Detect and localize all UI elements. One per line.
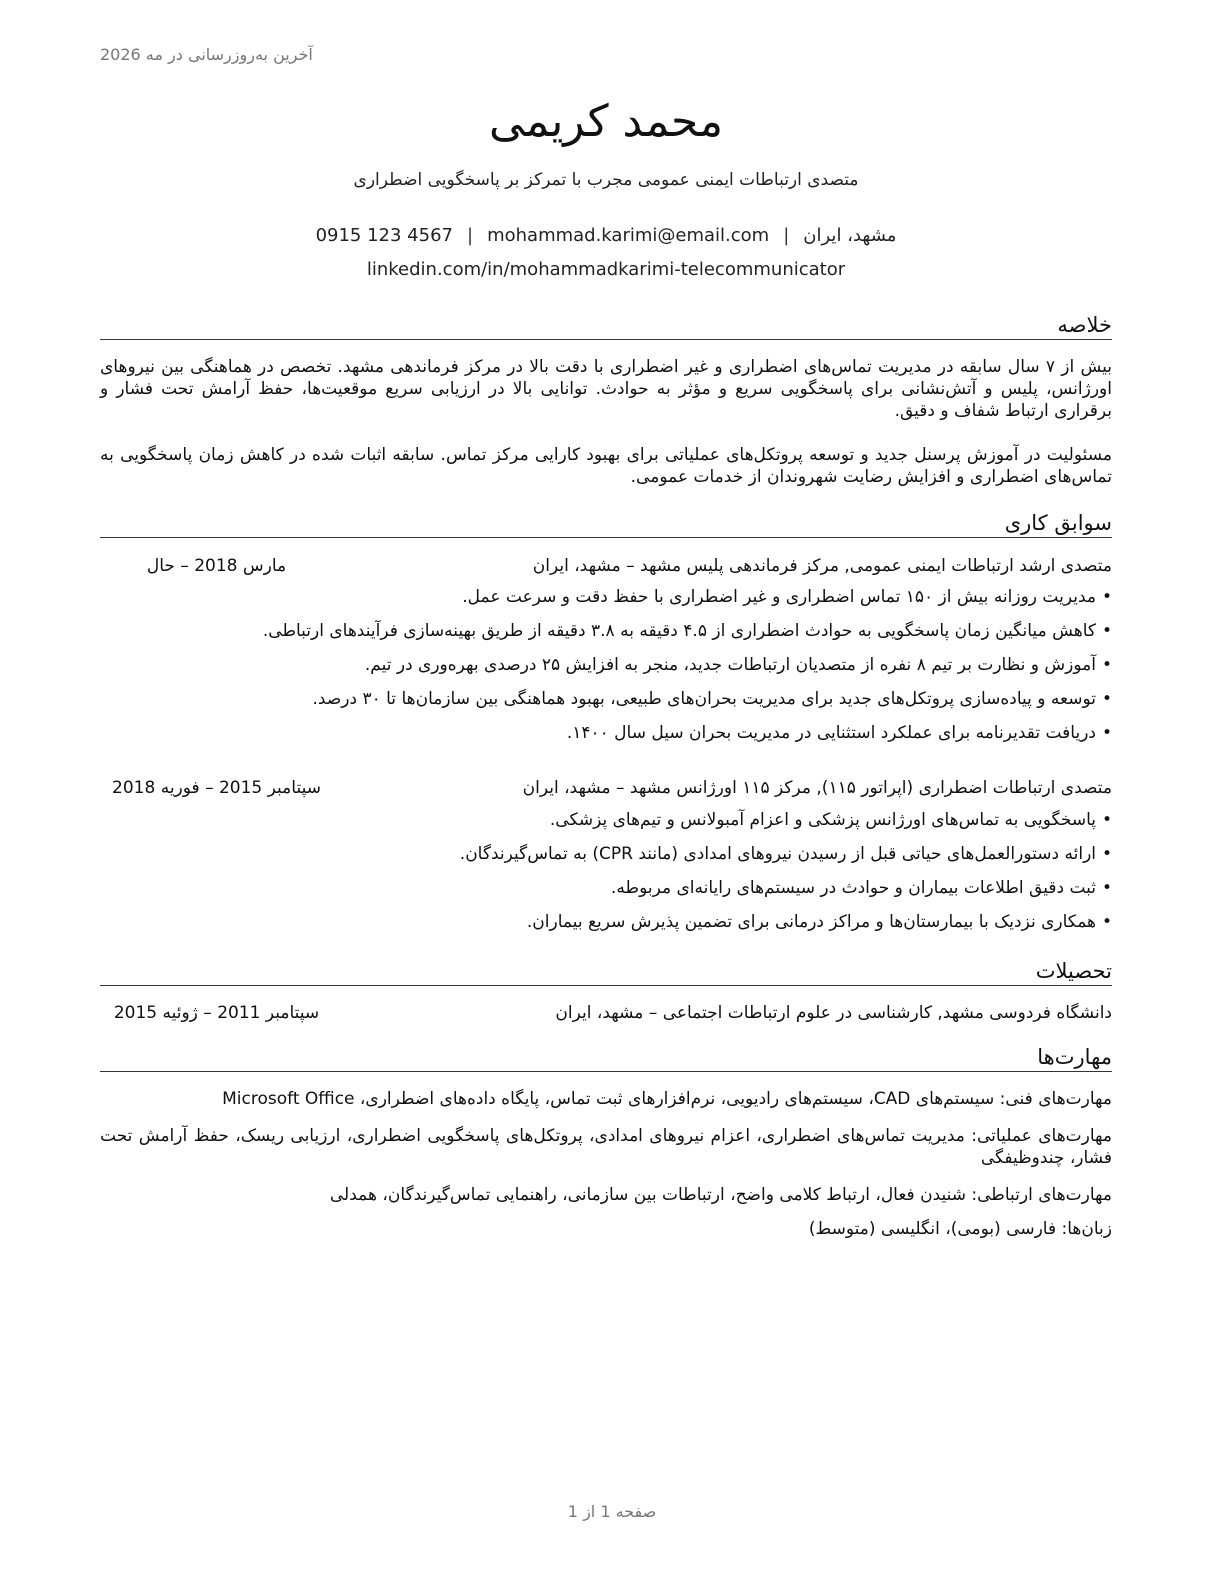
education-text: دانشگاه فردوسی مشهد, کارشناسی در علوم ارتباطات اجتماعی – مشهد، ایران [555, 1003, 1112, 1023]
job-bullet: • ارائه دستورالعمل‌های حیاتی قبل از رسیدن نیروهای امدادی (مانند CPR) به تماس‌گیرندگان. [100, 837, 1112, 871]
education-dates: سپتامبر 2011 – ژوئیه 2015 [113, 1003, 320, 1023]
job-bullets [100, 580, 1112, 750]
education-entry [100, 1000, 1112, 1026]
job-bullet: • توسعه و پیاده‌سازی پروتکل‌های جدید برای مدیریت بحران‌های طبیعی، بهبود هماهنگی بین سازمان‌ها تا ۳۰ درصد. [100, 682, 1112, 716]
skills-line: زبان‌ها: فارسی (بومی)، انگلیسی (متوسط) [808, 1219, 1112, 1239]
job-header [100, 775, 1112, 801]
job-bullet: • آموزش و نظارت بر تیم ۸ نفره از متصدیان ارتباطات جدید، منجر به افزایش ۲۵ درصدی بهره‌وری در تیم. [100, 648, 1112, 682]
job-role: متصدی ارشد ارتباطات ایمنی عمومی, مرکز فرماندهی پلیس مشهد – مشهد، ایران [532, 556, 1112, 576]
skills-line: مهارت‌های فنی: سیستم‌های CAD، سیستم‌های رادیویی، نرم‌افزارهای ثبت تماس، پایگاه داده‌های اضطراری، Microsoft Office [222, 1089, 1112, 1109]
section-title-skills: مهارت‌ها [100, 1043, 1112, 1072]
resume-page [100, 0, 1112, 1584]
summary-paragraph: بیش از ۷ سال سابقه در مدیریت تماس‌های اضطراری و غیر اضطراری با دقت بالا در مرکز فرماندهی مشهد. تخصص در هماهنگی بین نیروهای اورژانس، پلیس و آتش‌نشانی برای پاسخگویی سریع و مؤثر به حوادث. توانایی بالا در ارزیابی سریع موقعیت‌ها، حفظ آرامش تحت فشار و برقراری ارتباط شفاف و دقیق. [100, 357, 1112, 421]
contact-location: مشهد، ایران [803, 225, 897, 246]
summary-paragraph: مسئولیت در آموزش پرسنل جدید و توسعه پروتکل‌های عملیاتی برای بهبود کارایی مرکز تماس. سابقه اثبات شده در کاهش زمان پاسخگویی به تماس‌های اضطراری و افزایش رضایت شهروندان از خدمات عمومی. [100, 445, 1112, 487]
job-bullet: • همکاری نزدیک با بیمارستان‌ها و مراکز درمانی برای تضمین پذیرش سریع بیماران. [100, 905, 1112, 939]
contact-linkedin[interactable]: linkedin.com/in/mohammadkarimi-telecommunicator [366, 259, 846, 280]
job-bullet: • کاهش میانگین زمان پاسخگویی به حوادث اضطراری از ۴.۵ دقیقه به ۳.۸ دقیقه از طریق بهینه‌سازی فرآیندهای ارتباطی. [100, 614, 1112, 648]
section-title-summary: خلاصه [100, 311, 1112, 340]
job-dates: مارس 2018 – حال [146, 556, 287, 576]
job-bullet: • دریافت تقدیرنامه برای عملکرد استثنایی در مدیریت بحران سیل سال ۱۴۰۰. [100, 716, 1112, 750]
job-bullets [100, 803, 1112, 939]
candidate-name: محمد کریمی [488, 96, 724, 147]
last-updated-note: آخرین به‌روزرسانی در مه 2026 [100, 45, 313, 64]
section-title-education: تحصیلات [100, 957, 1112, 986]
job-bullet: • ثبت دقیق اطلاعات بیماران و حوادث در سیستم‌های رایانه‌ای مربوطه. [100, 871, 1112, 905]
section-title-experience: سوابق کاری [100, 509, 1112, 538]
contact-phone: 0915 123 4567 [315, 225, 453, 246]
skills-line: مهارت‌های ارتباطی: شنیدن فعال، ارتباط کلامی واضح، ارتباطات بین سازمانی، راهنمایی تماس‌گیرندگان، همدلی [329, 1185, 1112, 1205]
job-dates: سپتامبر 2015 – فوریه 2018 [112, 778, 321, 798]
job-bullet: • مدیریت روزانه بیش از ۱۵۰ تماس اضطراری و غیر اضطراری با حفظ دقت و سرعت عمل. [100, 580, 1112, 614]
skills-line: مهارت‌های عملیاتی: مدیریت تماس‌های اضطراری، اعزام نیروهای امدادی، پروتکل‌های پاسخگویی اضطراری، ارزیابی ریسک، حفظ آرامش تحت فشار، چندوظیفگی [100, 1126, 1112, 1168]
contact-email[interactable]: mohammad.karimi@email.com [487, 225, 770, 246]
job-bullet: • پاسخگویی به تماس‌های اورژانس پزشکی و اعزام آمبولانس و تیم‌های پزشکی. [100, 803, 1112, 837]
contact-row [100, 223, 1112, 249]
headline: متصدی ارتباطات ایمنی عمومی مجرب با تمرکز بر پاسخگویی اضطراری [353, 170, 859, 190]
job-role: متصدی ارتباطات اضطراری (اپراتور ۱۱۵), مرکز ۱۱۵ اورژانس مشهد – مشهد، ایران [522, 778, 1112, 798]
contact-separator: | [783, 225, 790, 246]
contact-separator: | [467, 225, 474, 246]
job-header [100, 553, 1112, 579]
page-number: صفحه 1 از 1 [567, 1502, 657, 1521]
